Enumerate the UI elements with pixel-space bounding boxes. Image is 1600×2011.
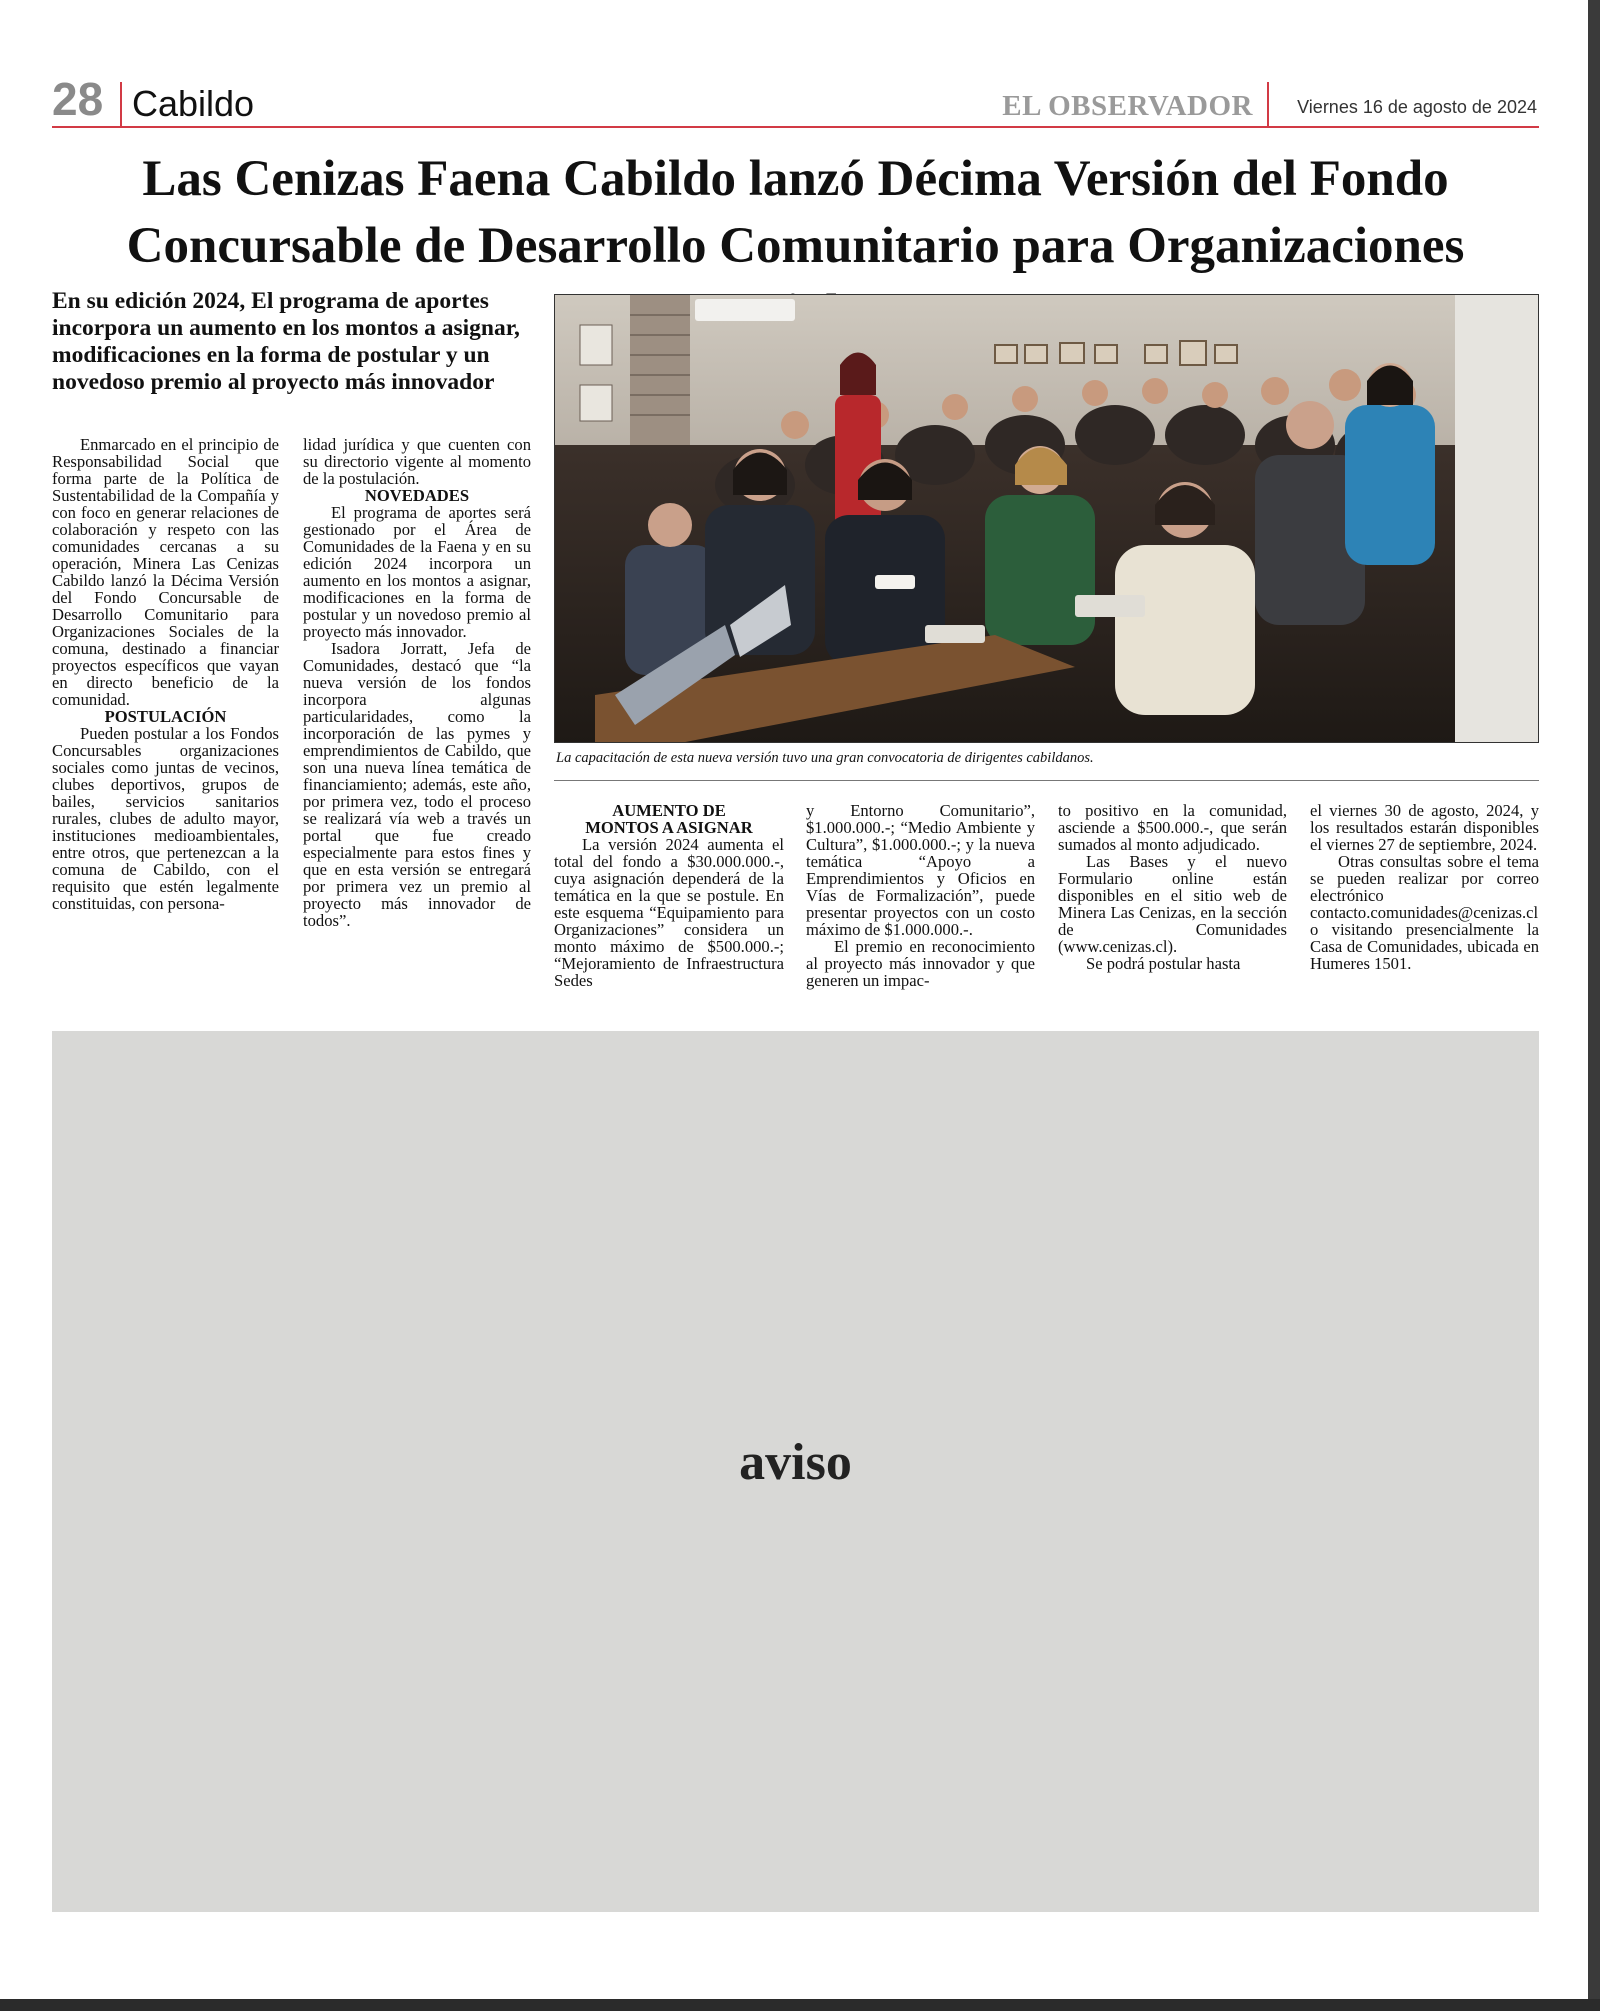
header-divider bbox=[120, 82, 122, 126]
section-name: Cabildo bbox=[132, 83, 255, 124]
paragraph: Otras consultas sobre el tema se pueden realizar por correo electrónico contacto.comunidades@cenizas.cl o visitando presencialmente la Casa de Comunidades, ubicada en Humeres 1501. bbox=[1310, 852, 1539, 973]
paragraph: to positivo en la comunidad, asciende a $500.000.-, que serán sumados al monto adjudicado. bbox=[1058, 801, 1287, 854]
paragraph: y Entorno Comunitario”, $1.000.000.-; “Medio Ambiente y Cultura”, $1.000.000.-; y la nueva temática “Apoyo a Emprendimientos y Oficios en Vías de Formalización”, puede presentar proyectos con un costo máximo de $1.000.000.-. bbox=[806, 801, 1035, 939]
paragraph: Isadora Jorratt, Jefa de Comunidades, destacó que “la nueva versión de los fondos incorpora algunas particularidades, como la incorporación de las pymes y emprendimientos de Cabildo, que son una nueva línea temática de financiamiento; además, este año, por primera vez, todo el proceso se realizará vía web a través un portal que fue creado especialmente para estos fines y que en esta versión se entregará por primera vez un premio al proyecto más innovador de todos”. bbox=[303, 639, 531, 930]
paragraph: Pueden postular a los Fondos Concursables organizaciones sociales como juntas de vecinos, clubes deportivos, grupos de bailes, servicios sanitarios rurales, clubes de adulto mayor, instituciones medioambientales, entre otros, que pertenezcan a la comuna de Cabildo, con el requisito que estén legalmente constituidas, con persona- bbox=[52, 724, 279, 913]
text-column-4 bbox=[806, 802, 1035, 989]
ad-placeholder bbox=[52, 1031, 1539, 1912]
section-subheading: NOVEDADES bbox=[364, 486, 470, 505]
text-column-1 bbox=[52, 436, 279, 912]
paragraph: Enmarcado en el principio de Responsabilidad Social que forma parte de la Política de Sustentabilidad de la Compañía y con foco en generar relaciones de colaboración y respeto con las comunidades cercanas a su operación, Minera Las Cenizas Cabildo lanzó la Décima Versión del Fondo Concursable de Desarrollo Comunitario para Organizaciones Sociales de la comuna, destinado a financiar proyectos específicos que vayan en directo beneficio de la comunidad. bbox=[52, 435, 279, 709]
page-edge-shadow bbox=[1588, 0, 1600, 2011]
text-column-2 bbox=[303, 436, 531, 929]
paragraph: El programa de aportes será gestionado por el Área de Comunidades de la Faena y en su edición 2024 incorpora un aumento en los montos a asignar, modificaciones en la forma de postular y un novedoso premio al proyecto más innovador. bbox=[303, 503, 531, 641]
paragraph: Las Bases y el nuevo Formulario online están disponibles en el sitio web de Minera Las Cenizas, en la sección de Comunidades (www.cenizas.cl). bbox=[1058, 852, 1287, 956]
paragraph: lidad jurídica y que cuenten con su directorio vigente al momento de la postulación. bbox=[303, 435, 531, 488]
text-column-6 bbox=[1310, 802, 1539, 972]
paragraph: Se podrá postular hasta bbox=[1086, 954, 1241, 973]
headline-line: Las Cenizas Faena Cabildo lanzó Décima Versión del Fondo bbox=[142, 151, 1449, 207]
paragraph: el viernes 30 de agosto, 2024, y los resultados estarán disponibles el viernes 27 de septiembre, 2024. bbox=[1310, 801, 1539, 854]
audience-photo-illustration bbox=[555, 295, 1539, 743]
section-subheading: POSTULACIÓN bbox=[104, 707, 227, 726]
header-divider bbox=[1267, 82, 1269, 126]
headline-line: Concursable de Desarrollo Comunitario para Organizaciones bbox=[126, 218, 1465, 274]
text-column-3 bbox=[554, 802, 784, 989]
section-subheading: AUMENTO DE MONTOS A ASIGNAR bbox=[585, 801, 753, 837]
page-bottom-edge bbox=[0, 1999, 1600, 2011]
page-header bbox=[52, 72, 1539, 128]
article-photo bbox=[554, 294, 1539, 743]
page-number: 28 bbox=[52, 73, 104, 125]
masthead: EL OBSERVADOR bbox=[1002, 90, 1253, 122]
paragraph: El premio en reconocimiento al proyecto más innovador y que generen un impac- bbox=[806, 937, 1035, 990]
article-subhead: En su edición 2024, El programa de aportes incorpora un aumento en los montos a asignar, modificaciones en la forma de postular y un novedoso premio al proyecto más innovador bbox=[52, 288, 520, 395]
ad-label: aviso bbox=[739, 1434, 852, 1491]
photo-caption: La capacitación de esta nueva versión tuvo una gran convocatoria de dirigentes cabildanos. bbox=[556, 750, 1094, 766]
publication-date: Viernes 16 de agosto de 2024 bbox=[1297, 97, 1537, 117]
text-column-5 bbox=[1058, 802, 1287, 972]
caption-divider bbox=[554, 780, 1539, 781]
paragraph: La versión 2024 aumenta el total del fondo a $30.000.000.-, cuya asignación dependerá de la temática en la que se postule. En este esquema “Equipamiento para Organizaciones” considera un monto máximo de $500.000.-; “Mejoramiento de Infraestructura Sedes bbox=[554, 835, 784, 990]
